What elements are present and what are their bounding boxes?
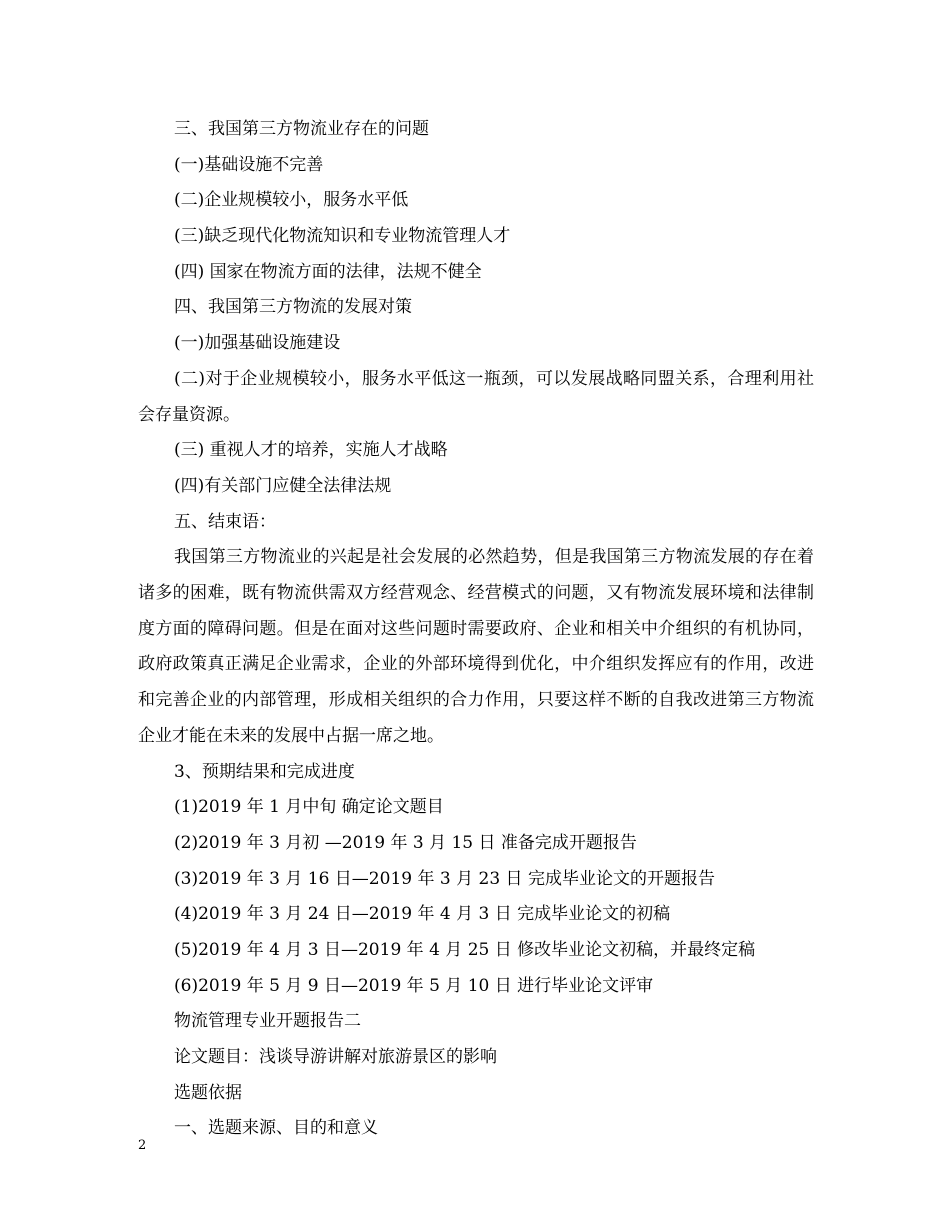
section-heading-source: 一、选题来源、目的和意义 [174,1118,378,1139]
schedule-item: (5)2019 年 4 月 3 日—2019 年 4 月 25 日 修改毕业论文初稿，并最终定稿 [174,939,756,960]
list-item: (四) 国家在物流方面的法律，法规不健全 [174,261,482,282]
section-heading-strategies: 四、我国第三方物流的发展对策 [174,297,412,318]
page-number: 2 [138,1138,147,1153]
list-item: (三) 重视人才的培养，实施人才战略 [174,440,448,461]
document-body [138,112,814,1147]
list-item: (四)有关部门应健全法律法规 [174,475,392,496]
schedule-item: (4)2019 年 3 月 24 日—2019 年 4 月 3 日 完成毕业论文的初稿 [174,904,671,925]
section-heading-conclusion: 五、结束语： [174,511,276,532]
list-item: (一)基础设施不完善 [174,154,324,175]
section-heading-basis: 选题依据 [174,1082,242,1103]
report-title: 物流管理专业开题报告二 [174,1011,361,1032]
schedule-item: (1)2019 年 1 月中旬 确定论文题目 [174,797,444,818]
schedule-item: (6)2019 年 5 月 9 日—2019 年 5 月 10 日 进行毕业论文评审 [174,975,654,996]
paragraph-conclusion: 我国第三方物流业的兴起是社会发展的必然趋势，但是我国第三方物流发展的存在着诸多的困难，既有物流供需双方经营观念、经营模式的问题，又有物流发展环境和法律制度方面的障碍问题。但是在面对这些问题时需要政府、企业和相关中介组织的有机协同，政府政策真正满足企业需求，企业的外部环境得到优化，中介组织发挥应有的作用，改进和完善企业的内部管理，形成相关组织的合力作用，只要这样不断的自我改进第三方物流企业才能在未来的发展中占据一席之地。 [138,547,814,746]
thesis-title: 论文题目：浅谈导游讲解对旅游景区的影响 [174,1047,497,1067]
schedule-item: (2)2019 年 3 月初 —2019 年 3 月 15 日 准备完成开题报告 [174,832,637,853]
list-item: (三)缺乏现代化物流知识和专业物流管理人才 [174,226,511,247]
paragraph-strategy: (二)对于企业规模较小，服务水平低这一瓶颈，可以发展战略同盟关系，合理利用社会存量资源。 [138,368,814,425]
section-heading-problems: 三、我国第三方物流业存在的问题 [174,119,429,139]
list-item: (二)企业规模较小，服务水平低 [174,190,409,211]
section-heading-schedule: 3、预期结果和完成进度 [174,761,355,782]
list-item: (一)加强基础设施建设 [174,333,341,354]
schedule-item: (3)2019 年 3 月 16 日—2019 年 3 月 23 日 完成毕业论文的开题报告 [174,868,715,889]
